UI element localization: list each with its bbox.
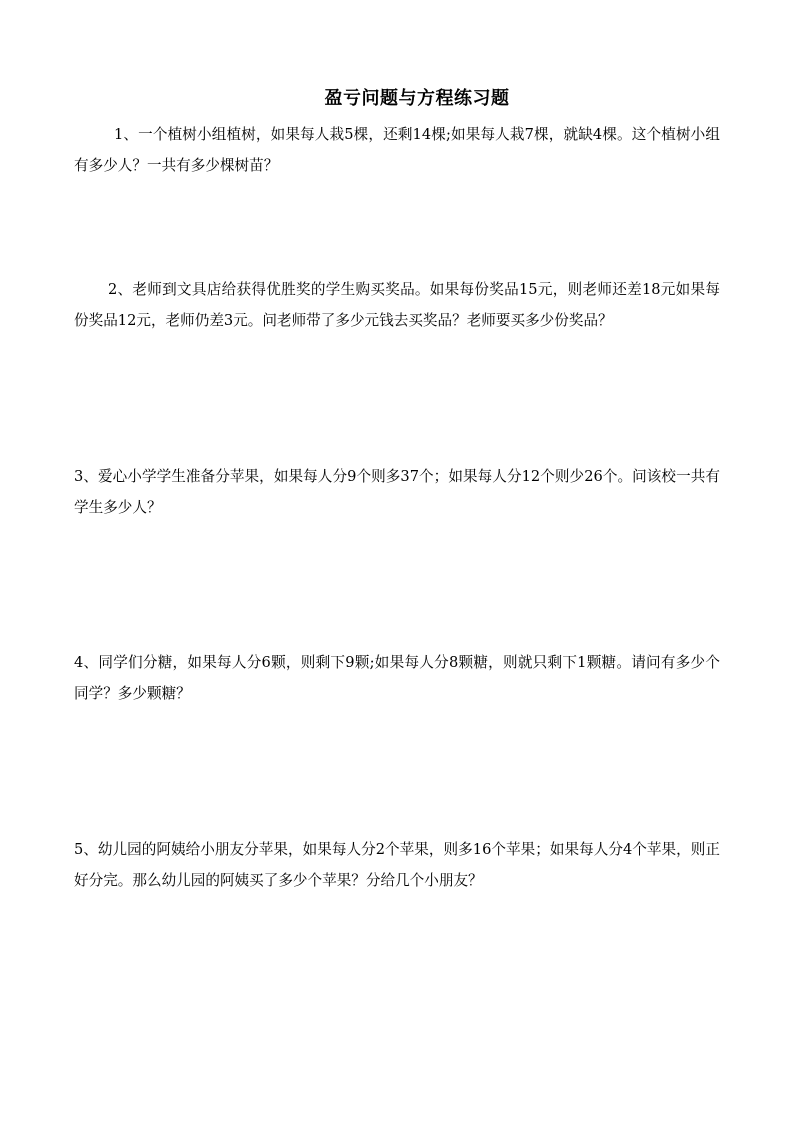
question-4: 4、同学们分糖，如果每人分6颗，则剩下9颗;如果每人分8颗糖，则就只剩下1颗糖。请问有多少个同学？多少颗糖？ <box>74 654 720 702</box>
question-5: 5、幼儿园的阿姨给小朋友分苹果，如果每人分2个苹果，则多16个苹果；如果每人分4个苹果，则正好分完。那么幼儿园的阿姨买了多少个苹果？分给几个小朋友？ <box>74 841 720 889</box>
worksheet-title: 盈亏问题与方程练习题 <box>324 88 510 109</box>
question-3: 3、爱心小学学生准备分苹果，如果每人分9个则多37个；如果每人分12个则少26个。问该校一共有学生多少人？ <box>74 468 720 516</box>
question-2: 2、老师到文具店给获得优胜奖的学生购买奖品。如果每份奖品15元，则老师还差18元如果每份奖品12元，老师仍差3元。问老师带了多少元钱去买奖品？老师要买多少份奖品？ <box>74 281 720 329</box>
question-1: 1、一个植树小组植树，如果每人栽5棵，还剩14棵;如果每人栽7棵，就缺4棵。这个植树小组有多少人？一共有多少棵树苗？ <box>74 126 720 174</box>
